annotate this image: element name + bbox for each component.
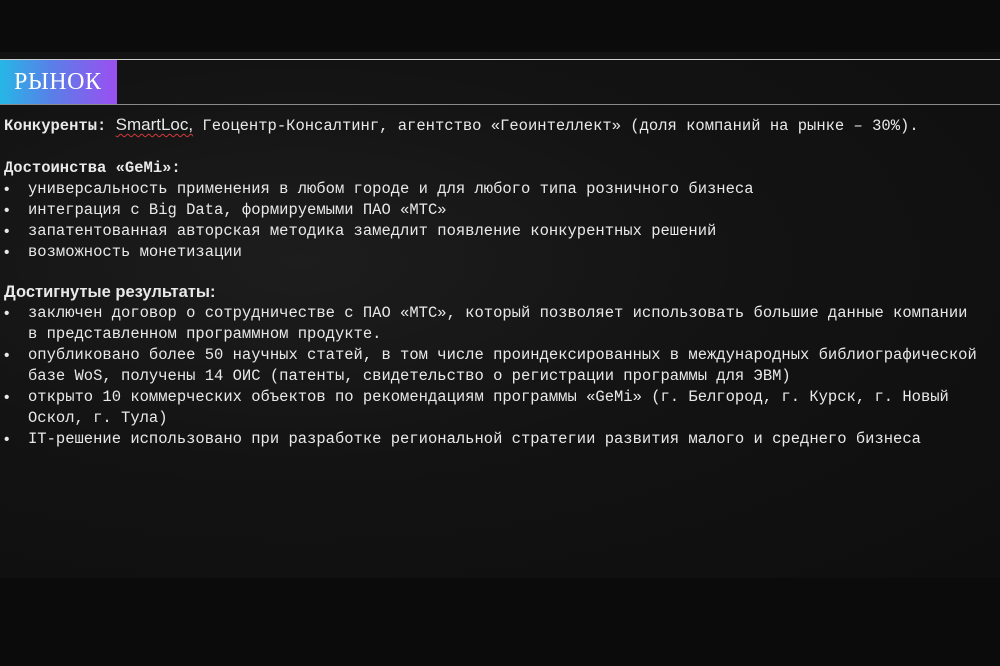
bullet-icon: • (4, 305, 10, 322)
list-item-text: опубликовано более 50 научных статей, в том числе проиндексированных в международных библиографической базе WoS, получены 14 ОИС (патенты, свидетельство о регистрации программы для ЭВМ) (28, 346, 977, 385)
list-item (4, 242, 979, 263)
competitors-paragraph (4, 114, 979, 137)
header-bottom-rule (0, 104, 1000, 105)
list-item (4, 387, 979, 429)
bullet-icon: • (4, 389, 10, 406)
list-item-text: заключен договор о сотрудничестве с ПАО «МТС», который позволяет использовать большие данные компании в представленном программном продукте. (28, 304, 968, 343)
bullet-icon: • (4, 347, 10, 364)
results-heading: Достигнутые результаты: (4, 283, 216, 301)
list-item-text: универсальность применения в любом городе и для любого типа розничного бизнеса (28, 180, 754, 198)
list-item (4, 303, 979, 345)
advantages-section (4, 158, 979, 263)
list-item-text: открыто 10 коммерческих объектов по рекомендациям программы «GeMi» (г. Белгород, г. Курск, г. Новый Оскол, г. Тула) (28, 388, 949, 427)
list-item-text: IT-решение использовано при разработке региональной стратегии развития малого и среднего бизнеса (28, 430, 921, 448)
competitor-smartloc: SmartLoc, (115, 115, 194, 134)
results-list (4, 303, 979, 450)
header-top-rule (0, 59, 1000, 60)
list-item (4, 221, 979, 242)
slide-content (4, 114, 979, 450)
bullet-icon: • (4, 202, 10, 219)
competitors-rest: Геоцентр-Консалтинг, агентство «Геоинтеллект» (доля компаний на рынке – 30%). (193, 117, 919, 135)
list-item-text: интеграция с Big Data, формируемыми ПАО «МТС» (28, 201, 447, 219)
title-banner (0, 60, 117, 104)
bullet-icon: • (4, 244, 10, 261)
list-item-text: возможность монетизации (28, 243, 242, 261)
bullet-icon: • (4, 431, 10, 448)
bullet-icon: • (4, 223, 10, 240)
list-item-text: запатентованная авторская методика замедлит появление конкурентных решений (28, 222, 717, 240)
page-title: РЫНОК (14, 68, 102, 95)
list-item (4, 200, 979, 221)
competitors-label: Конкуренты: (4, 117, 107, 135)
bullet-icon: • (4, 181, 10, 198)
advantages-list (4, 179, 979, 263)
list-item (4, 179, 979, 200)
advantages-heading: Достоинства «GeMi»: (4, 159, 181, 177)
list-item (4, 345, 979, 387)
list-item (4, 429, 979, 450)
